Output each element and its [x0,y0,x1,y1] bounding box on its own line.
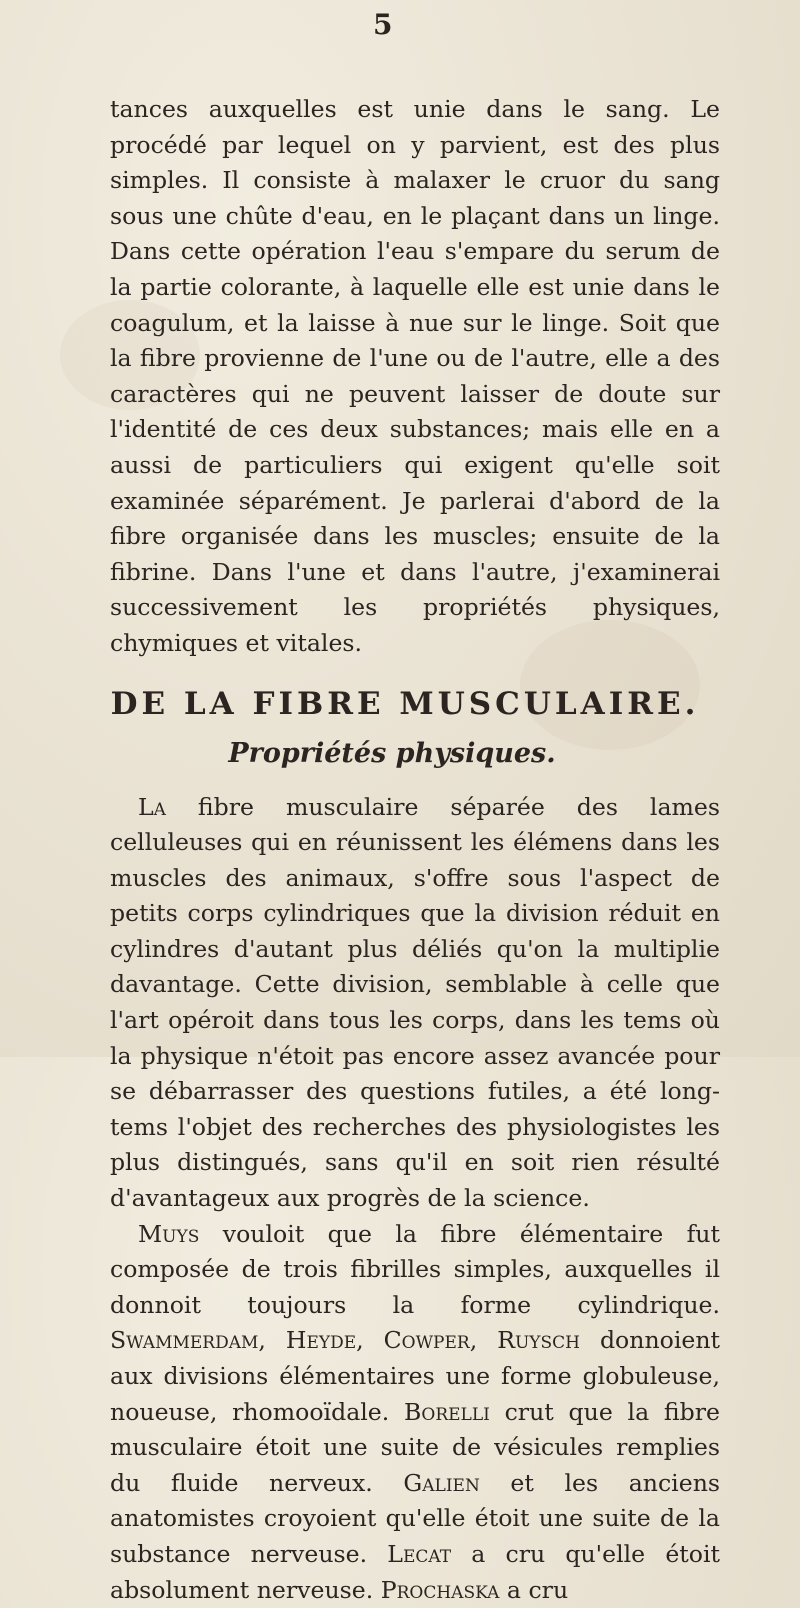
paragraph-text: a cru [499,1575,569,1604]
author-name-heyde: Heyde [285,1326,357,1355]
paragraph-text: et les anciens anatomistes croyoient qu'elle étoit une suite de la substance nerveuse. [110,1468,720,1568]
paragraph-text: fibre musculaire séparée des lames celluleuses qui en réunissent les élémens dans les muscles des animaux, s'offre sous l'aspect de petits corps cylindriques que la division réduit en cylindres d'autant plus déliés qu'on la multiplie davantage. Cette division, semblable à celle que l'art opéroit dans tous les corps, dans les tems où la physique n'étoit pas encore assez avancée pour se débarrasser des questions futiles, a été long-tems l'objet des recherches des physiologistes les plus distingués, sans qu'il en soit rien résulté d'avantageux aux progrès de la science. [110,792,720,1213]
author-name-borelli: Borelli [404,1397,490,1426]
paragraph-text: a cru qu'elle étoit absolument nerveuse. [110,1539,720,1604]
author-name-prochaska: Prochaska [380,1575,500,1604]
author-name-galien: Galien [403,1468,480,1497]
page-number: 5 [373,8,393,41]
paragraph-historical-theories [110,1217,720,1608]
separator: , [469,1326,498,1355]
text-body [110,92,720,1608]
paragraph-text: donnoient aux divisions élémentaires une forme globuleuse, noueuse, rhomooïdale. [110,1326,721,1426]
paragraph-text: crut que la fibre musculaire étoit une suite de vésicules remplies du fluide nerveux. [110,1397,721,1497]
paragraph-lead-word: La [138,792,166,821]
author-name-cowper: Cowper [383,1326,470,1355]
paragraph-text: vouloit que la fibre élémentaire fut composée de trois fibrilles simples, auxquelles il donnoit toujours la forme cylindrique. [110,1219,720,1319]
author-name-swammerdam: Swammerdam [110,1326,259,1355]
author-name-ruysch: Ruysch [497,1326,580,1355]
subsection-title: Propriétés physiques. [228,737,556,769]
paragraph-fibre-description [110,790,720,1217]
author-name-muys: Muys [138,1219,200,1248]
section-title: DE LA FIBRE MUSCULAIRE. [110,685,700,722]
separator: , [356,1326,384,1355]
author-name-lecat: Lecat [387,1539,452,1568]
opening-paragraph: tances auxquelles est unie dans le sang. Le procédé par lequel on y parvient, est des plus simples. Il consiste à malaxer le cruor du sang sous une chûte d'eau, en le plaçant dans un linge. Dans cette opération l'eau s'empare du serum de la partie colorante, à laquelle elle est unie dans le coagulum, et la laisse à nue sur le linge. Soit que la fibre provienne de l'une ou de l'autre, elle a des caractères qui ne peuvent laisser de doute sur l'identité de ces deux substances; mais elle en a aussi de particuliers qui exigent qu'elle soit examinée séparément. Je parlerai d'abord de la fibre organisée dans les muscles; ensuite de la fibrine. Dans l'une et dans l'autre, j'examinerai successivement les propriétés physiques, chymiques et vitales. [110,95,720,657]
separator: , [258,1326,286,1355]
